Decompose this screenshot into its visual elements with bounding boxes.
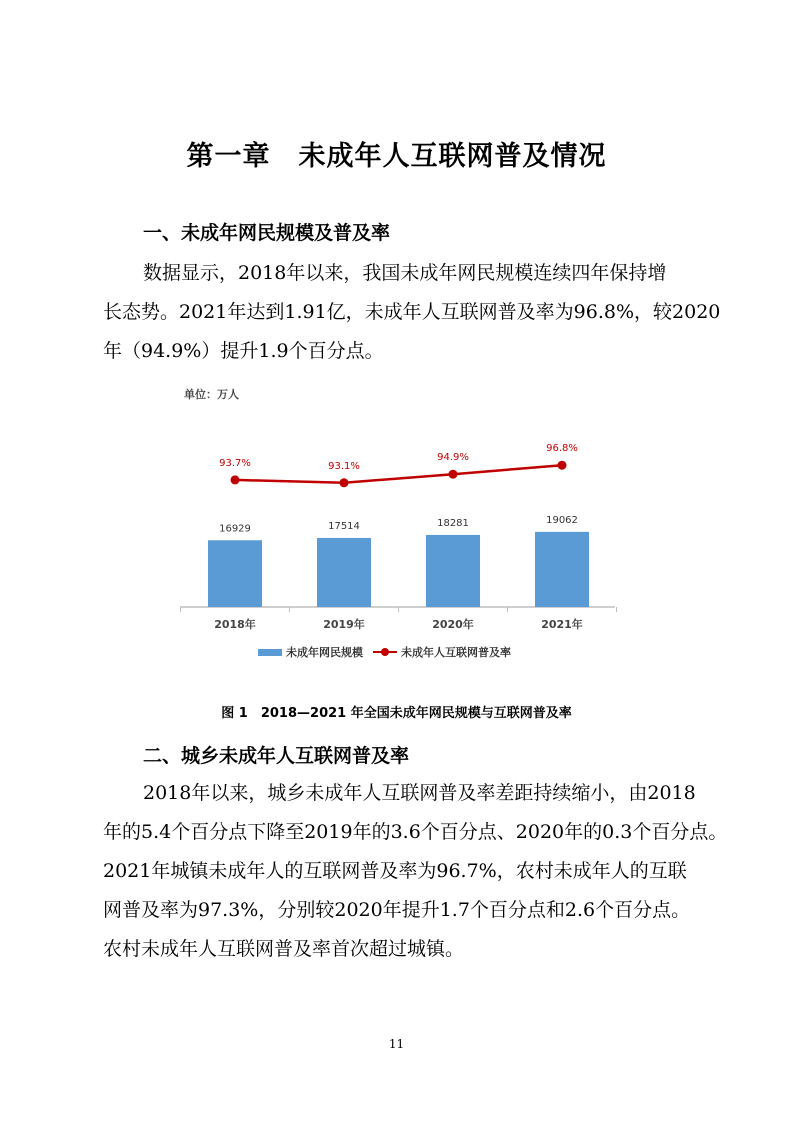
paragraph-line: 2021年城镇未成年人的互联网普及率为96.7%，农村未成年人的互联 [103, 860, 687, 882]
bar-value-label: 17514 [328, 520, 360, 532]
legend-line-swatch [373, 651, 397, 653]
rate-value-label: 93.1% [328, 460, 360, 472]
bar [317, 538, 371, 607]
bar [426, 535, 480, 607]
paragraph-line: 长态势。2021年达到1.91亿，未成年人互联网普及率为96.8%，较2020 [103, 301, 721, 323]
rate-value-label: 93.7% [219, 457, 251, 469]
x-tick-label: 2020年 [432, 618, 474, 631]
paragraph-line: 农村未成年人互联网普及率首次超过城镇。 [103, 938, 465, 960]
bar-value-label: 16929 [219, 523, 251, 535]
x-tick-label: 2019年 [323, 618, 365, 631]
bar [535, 532, 589, 607]
chart-unit-label: 单位：万人 [184, 388, 239, 401]
paragraph-1 [103, 254, 721, 371]
rate-point [449, 470, 458, 479]
paragraph-2 [103, 774, 728, 969]
section-heading-1: 一、未成年网民规模及普及率 [143, 222, 391, 244]
bar-value-label: 19062 [546, 514, 578, 526]
bar [208, 540, 262, 607]
chart-legend [258, 644, 511, 660]
paragraph-line: 年（94.9%）提升1.9个百分点。 [103, 340, 384, 362]
legend-bar-swatch [258, 649, 282, 656]
x-tick-label: 2018年 [214, 618, 256, 631]
bar-value-label: 18281 [437, 517, 469, 529]
rate-point [340, 478, 349, 487]
legend-bar-label: 未成年网民规模 [286, 646, 363, 659]
chart [170, 420, 630, 640]
rate-value-label: 96.8% [546, 443, 578, 455]
x-tick-label: 2021年 [541, 618, 583, 631]
legend-line-label: 未成年人互联网普及率 [401, 646, 511, 659]
paragraph-line: 网普及率为97.3%，分别较2020年提升1.7个百分点和2.6个百分点。 [103, 899, 691, 921]
rate-value-label: 94.9% [437, 452, 469, 464]
paragraph-line: 数据显示，2018年以来，我国未成年网民规模连续四年保持增 [143, 262, 667, 284]
page-number: 11 [388, 1037, 405, 1051]
section-heading-2: 二、城乡未成年人互联网普及率 [143, 745, 410, 767]
paragraph-line: 年的5.4个百分点下降至2019年的3.6个百分点、2020年的0.3个百分点。 [103, 821, 728, 843]
rate-line [235, 465, 562, 483]
figure-caption: 图 1 2018—2021 年全国未成年网民规模与互联网普及率 [221, 706, 572, 721]
chapter-title: 第一章 未成年人互联网普及情况 [186, 141, 607, 172]
rate-point [558, 461, 567, 470]
paragraph-line: 2018年以来，城乡未成年人互联网普及率差距持续缩小，由2018 [143, 782, 696, 804]
rate-point [231, 475, 240, 484]
